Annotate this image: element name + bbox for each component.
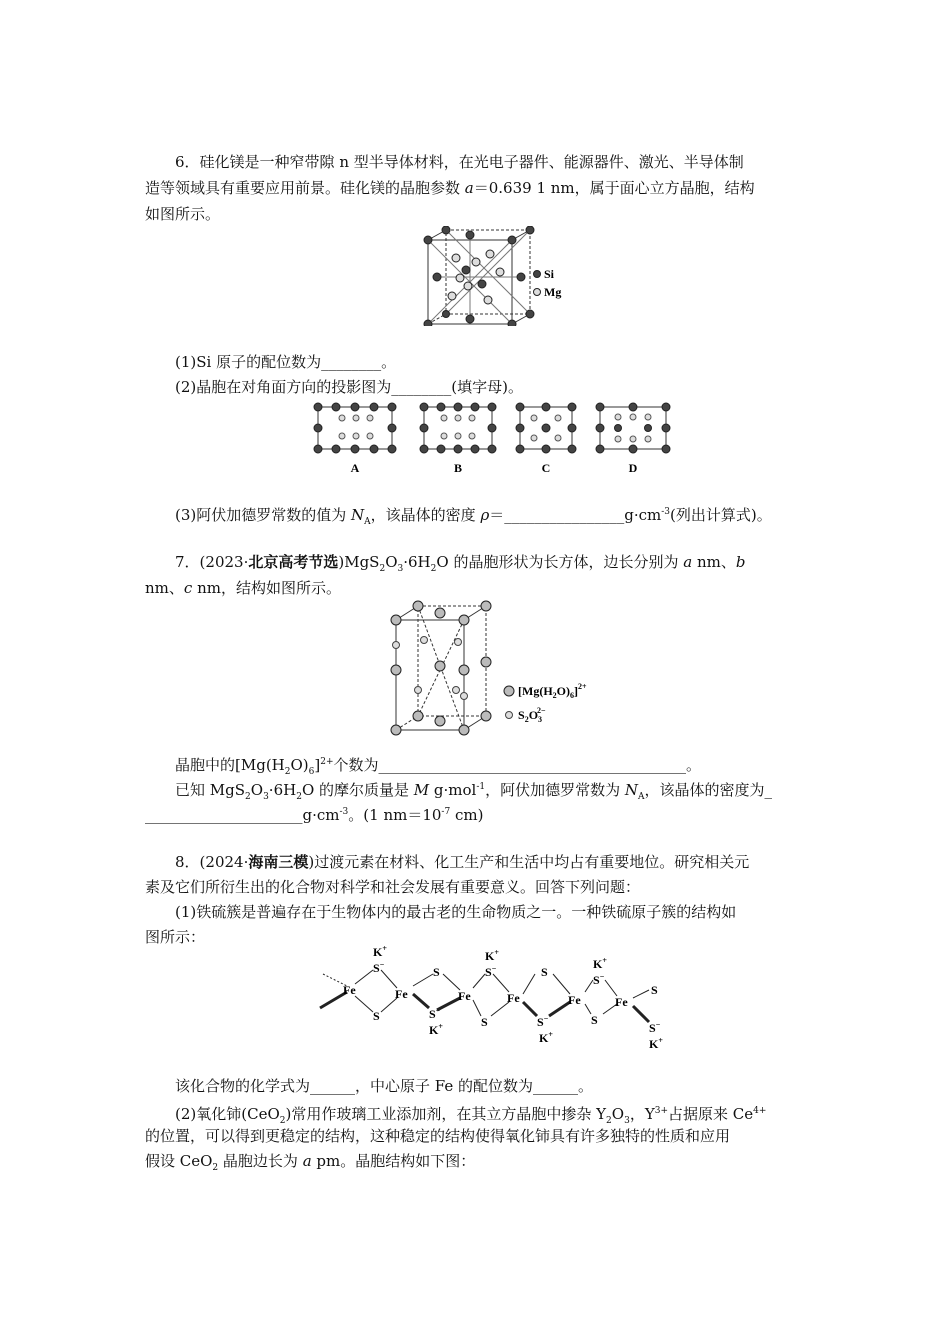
- mg-atom: [464, 282, 472, 290]
- q6-line3: 如图所示。: [145, 205, 221, 223]
- s-atom: S: [651, 983, 658, 997]
- q8-p1q: 该化合物的化学式为______，中心原子 Fe 的配位数为______。: [175, 1077, 594, 1095]
- fe-atom: Fe: [615, 995, 628, 1009]
- s-atom: S: [433, 965, 440, 979]
- si-atom: [517, 273, 525, 281]
- si-atom: [508, 320, 516, 326]
- mgs2o3-unit-cell-figure: [388, 598, 603, 740]
- k-ion: K+: [649, 1036, 663, 1051]
- fe-atom: Fe: [395, 987, 408, 1001]
- si-atom: [424, 320, 432, 326]
- q7-line1: 7．(2023·北京高考节选)$MgS_2O_3\cdot 6H_2O$ 的晶胞形状为长方体，边长分别为 a nm、b: [175, 553, 746, 574]
- s-atom-charged: S−: [649, 1020, 661, 1035]
- iron-sulfur-cluster-figure: [315, 946, 675, 1056]
- legend-mg: Mg: [544, 285, 562, 299]
- q8-p1a: (1)铁硫簇是普遍存在于生物体内的最古老的生命物质之一。一种铁硫原子簇的结构如: [175, 903, 737, 921]
- q7-q3: $\_\_\_\_\_\_\_\_\_\_\_\_\_\_\_\_\_\_\_\_\_g\cdot cm^{-3}$。(1 $nm=10^{-7}$ cm): [145, 806, 484, 824]
- s-atom: S: [591, 1013, 598, 1027]
- si-atom: [424, 236, 432, 244]
- q8-p2b: 的位置，可以得到更稳定的结构，这种稳定的结构使得氧化铈具有许多独特的性质和应用: [145, 1127, 731, 1145]
- q6-sub3: (3)阿伏加德罗常数的值为 $N_A$，该晶体的密度 $\rho=\_\_\_\_\_\_\_\_\_\_\_\_\_\_\_\_g\cdot cm^{-3}$(列出计算式)。: [175, 506, 772, 527]
- mg-atom: [496, 268, 504, 276]
- k-ion: K+: [539, 1030, 553, 1045]
- k-ion: K+: [429, 1022, 443, 1037]
- q7-line2: nm、c nm，结构如图所示。: [145, 579, 341, 597]
- q8-line1: 8．(2024·海南三模)过渡元素在材料、化工生产和生活中均占有重要地位。研究相关元: [175, 853, 750, 871]
- si-atom: [466, 231, 474, 239]
- si-atom: [433, 273, 441, 281]
- s-atom-charged: S−: [537, 1014, 549, 1029]
- si-atom: [442, 226, 450, 234]
- q8-p1b: 图所示：: [145, 928, 206, 946]
- mg2si-unit-cell-figure: [420, 226, 570, 326]
- option-b-label: B: [453, 461, 463, 475]
- k-ion: K+: [593, 956, 607, 971]
- mg-atom: [456, 274, 464, 282]
- legend-thiosulfate: $S_2O_32-$: [518, 706, 546, 724]
- option-a-label: A: [350, 461, 360, 475]
- si-atom: [462, 266, 470, 274]
- s-atom-charged: S−: [373, 960, 385, 975]
- k-ion: K+: [373, 946, 387, 959]
- mg-atom: [486, 250, 494, 258]
- si-atom: [526, 226, 534, 234]
- si-atom: [466, 315, 474, 323]
- si-atom: [478, 280, 486, 288]
- mg-atom: [472, 258, 480, 266]
- q6-line2: 造等领域具有重要应用前景。硅化镁的晶胞参数 a＝0.639 1 nm，属于面心立方晶胞，结构: [145, 179, 755, 197]
- si-atom: [443, 311, 450, 318]
- q8-p2c: 假设 CeO$_2$ 晶胞边长为 a pm。晶胞结构如下图：: [145, 1152, 476, 1173]
- si-atom: [526, 310, 534, 318]
- option-d-label: D: [628, 461, 638, 475]
- s-atom: S: [541, 965, 548, 979]
- legend-si: Si: [544, 267, 555, 281]
- s-atom: S: [373, 1009, 380, 1023]
- q6-sub1: (1)Si 原子的配位数为________。: [175, 353, 397, 371]
- k-ion: K+: [485, 948, 499, 963]
- s-atom-charged: S−: [593, 972, 605, 987]
- mg-atom: [484, 296, 492, 304]
- s-atom-charged: S−: [429, 1006, 441, 1021]
- fe-atom: Fe: [568, 993, 581, 1007]
- q7-q2: 已知 $MgS_2O_3\cdot 6H_2O$ 的摩尔质量是 M g·mol$^{-1}$，阿伏加德罗常数为 $N_A$，该晶体的密度为_: [175, 781, 773, 802]
- si-atom: [508, 236, 516, 244]
- projection-options-figure: [310, 400, 680, 478]
- fe-atom: Fe: [507, 991, 520, 1005]
- q6-line1: 6．硅化镁是一种窄带隙 n 型半导体材料，在光电子器件、能源器件、激光、半导体制: [175, 153, 744, 171]
- s-atom: S: [481, 1015, 488, 1029]
- fe-atom: Fe: [343, 983, 356, 997]
- fe-atom: Fe: [458, 989, 471, 1003]
- q8-p2a: (2)氧化铈(CeO$_2$)常用作玻璃工业添加剂，在其立方晶胞中掺杂 $Y_2O_3$，$Y^{3+}$占据原来 $Ce^{4+}$: [175, 1105, 767, 1126]
- option-c-label: C: [541, 461, 551, 475]
- mg-atom: [448, 292, 456, 300]
- q6-sub2: (2)晶胞在对角面方向的投影图为________(填字母)。: [175, 378, 523, 396]
- legend-mg-complex: $[Mg(H_2O)_6]^{2+}$: [518, 682, 587, 700]
- q8-line2: 素及它们所衍生出的化合物对科学和社会发展有重要意义。回答下列问题：: [145, 878, 641, 896]
- q7-q1: 晶胞中的$[Mg(H_2O)_6]^{2+}$个数为_________________________________________。: [175, 756, 702, 777]
- s-atom-charged: S−: [485, 964, 497, 979]
- mg-atom: [452, 254, 460, 262]
